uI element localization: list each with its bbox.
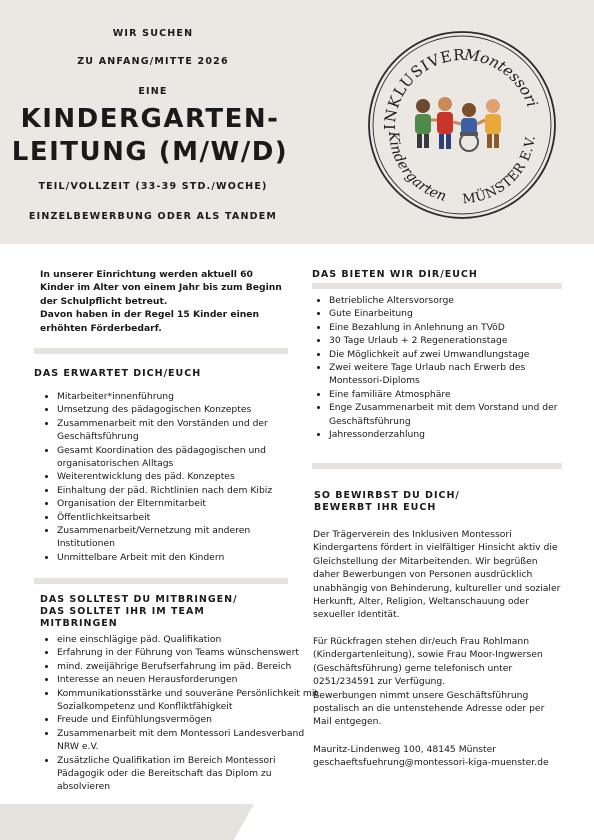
logo-text-bottom-right: MÜNSTER E.V. [461,134,539,208]
logo-text-top-right: Montessori [463,45,542,110]
divider-bar [312,463,562,469]
offer-section-title [312,269,478,281]
bring-list-item: • eine einschlägige päd. Qualifikation [57,633,325,646]
expect-list-item: • Organisation der Elternmitarbeit [57,497,295,510]
expect-list-item: • Zusammenarbeit mit den Vorständen und der Geschäftsführung [57,417,295,444]
bring-list-item: • Zusätzliche Qualifikation im Bereich Montessori Pädagogik oder die Bereitschaft das Diplom zu absolvieren [57,754,325,794]
job-title-line-1: KINDERGARTEN- [20,104,280,134]
intro-text [40,268,288,335]
expect-list-item: • Öffentlichkeitsarbeit [57,511,295,524]
expect-section-title [34,368,201,380]
offer-list [314,294,561,441]
apply-section-title [314,490,460,514]
offer-list-item: • 30 Tage Urlaub + 2 Regenerationstage [329,334,561,347]
divider-bar [312,283,562,289]
bring-list-item: • Zusammenarbeit mit dem Montessori Landesverband NRW e.V. [57,727,325,754]
offer-list-item: • Betriebliche Altersvorsorge [329,294,561,307]
intro-paragraph-2: Davon haben in der Regel 15 Kinder einen erhöhten Förderbedarf. [40,309,260,334]
svg-text:Kindergarten [385,130,448,205]
offer-list-item: • Eine familiäre Atmosphäre [329,388,561,401]
intro-paragraph-1: In unserer Einrichtung werden aktuell 60 Kinder im Alter von einem Jahr bis zum Beginn der Schulpflicht betreut. [40,269,282,307]
bring-title-line-2: DAS SOLLTET IHR IM TEAM [40,606,205,617]
bring-list-item: • Erfahrung in der Führung von Teams wünschenswert [57,646,325,659]
apply-paragraph-2: Für Rückfragen stehen dir/euch Frau Rohlmann (Kindergartenleitung), sowie Frau Moor-Ingwersen (Geschäftsführung) gerne telefonisch unter 0251/234591 zur Verfügung. [313,636,543,688]
apply-equality-text [313,528,561,622]
svg-text:MÜNSTER E.V. [462,135,539,208]
bring-title-line-3: MITBRINGEN [40,618,118,629]
header-line-2: ZU ANFANG/MITTE 2026 [77,56,229,67]
expect-list-item: • Umsetzung des pädagogischen Konzeptes [57,403,295,416]
divider-bar [34,348,288,354]
expect-list-item: • Gesamt Koordination des pädagogischen und organisatorischen Alltags [57,444,295,471]
svg-text:Montessori [462,46,541,110]
employment-type: TEIL/VOLLZEIT (33-39 STD./WOCHE) [38,181,268,192]
bring-list-item: • Freude und Einfühlungsvermögen [57,713,325,726]
offer-list-item: • Jahressonderzahlung [329,428,561,441]
offer-title-text: DAS BIETEN WIR DIR/EUCH [312,269,478,280]
expect-list-item: • Einhaltung der päd. Richtlinien nach dem Kibiz [57,484,295,497]
bring-list-item: • Interesse an neuen Herausforderungen [57,673,325,686]
logo-text-bottom-left: Kindergarten [384,130,449,205]
expect-list-item: • Mitarbeiter*innenführung [57,390,295,403]
offer-list-item: • Die Möglichkeit auf zwei Umwandlungstage [329,348,561,361]
apply-title-line-1: SO BEWIRBST DU DICH/ [314,490,460,501]
bring-list-item: • Kommunikationsstärke und souveräne Persönlichkeit mit Sozialkompetenz und Konfliktfähigkeit [57,687,325,714]
apply-title-line-2: BEWERBT IHR EUCH [314,502,437,513]
expect-title-text: DAS ERWARTET DICH/EUCH [34,368,202,379]
expect-list-item: • Unmittelbare Arbeit mit den Kindern [57,551,295,564]
logo-text-top-left: INKLUSIVER [380,45,466,131]
kindergarten-logo [367,30,557,220]
divider-bar [34,578,288,584]
job-title-line-2: LEITUNG (M/W/D) [11,137,289,167]
children-illustration [415,97,501,151]
header-line-1: WIR SUCHEN [112,28,194,39]
footer-decoration [0,804,254,840]
apply-contact-text [313,635,561,729]
email-address[interactable]: geschaeftsfuehrung@montessori-kiga-muenster.de [313,757,549,769]
apply-paragraph-3: Bewerbungen nimmt unsere Geschäftsführung postalisch an die untenstehende Adresse oder per Mail entgegen. [313,689,545,728]
expect-list-item: • Weiterentwicklung des päd. Konzeptes [57,470,295,483]
expect-list-item: • Zusammenarbeit/Vernetzung mit anderen Institutionen [57,524,295,551]
offer-list-item: • Eine Bezahlung in Anlehnung an TVöD [329,321,561,334]
bring-list-item: • mind. zweijährige Berufserfahrung im päd. Bereich [57,660,325,673]
apply-paragraph-1: Der Trägerverein des Inklusiven Montessori Kindergartens fördert in vielfältiger Hinsicht aktiv die Gleichstellung der Mitarbeitenden. Wir begrüßen daher Bewerbungen von Personen ausdrücklich unabhängig von Behinderung, kultureller und sozialer Herkunft, Alter, Religion, Weltanschauung oder sexueller Identität. [313,529,561,621]
bring-section-title [40,594,238,630]
header-line-3: EINE [138,86,168,97]
postal-address: Mauritz-Lindenweg 100, 48145 Münster [313,744,497,755]
bring-list [42,633,325,794]
application-type: EINZELBEWERBUNG ODER ALS TANDEM [28,211,278,222]
offer-list-item: • Gute Einarbeitung [329,307,561,320]
expect-list [42,390,295,564]
offer-list-item: • Enge Zusammenarbeit mit dem Vorstand und der Geschäftsführung [329,401,561,428]
offer-list-item: • Zwei weitere Tage Urlaub nach Erwerb des Montessori-Diploms [329,361,561,388]
bring-title-line-1: DAS SOLLTEST DU MITBRINGEN/ [40,594,238,605]
apply-address-block [313,743,583,770]
